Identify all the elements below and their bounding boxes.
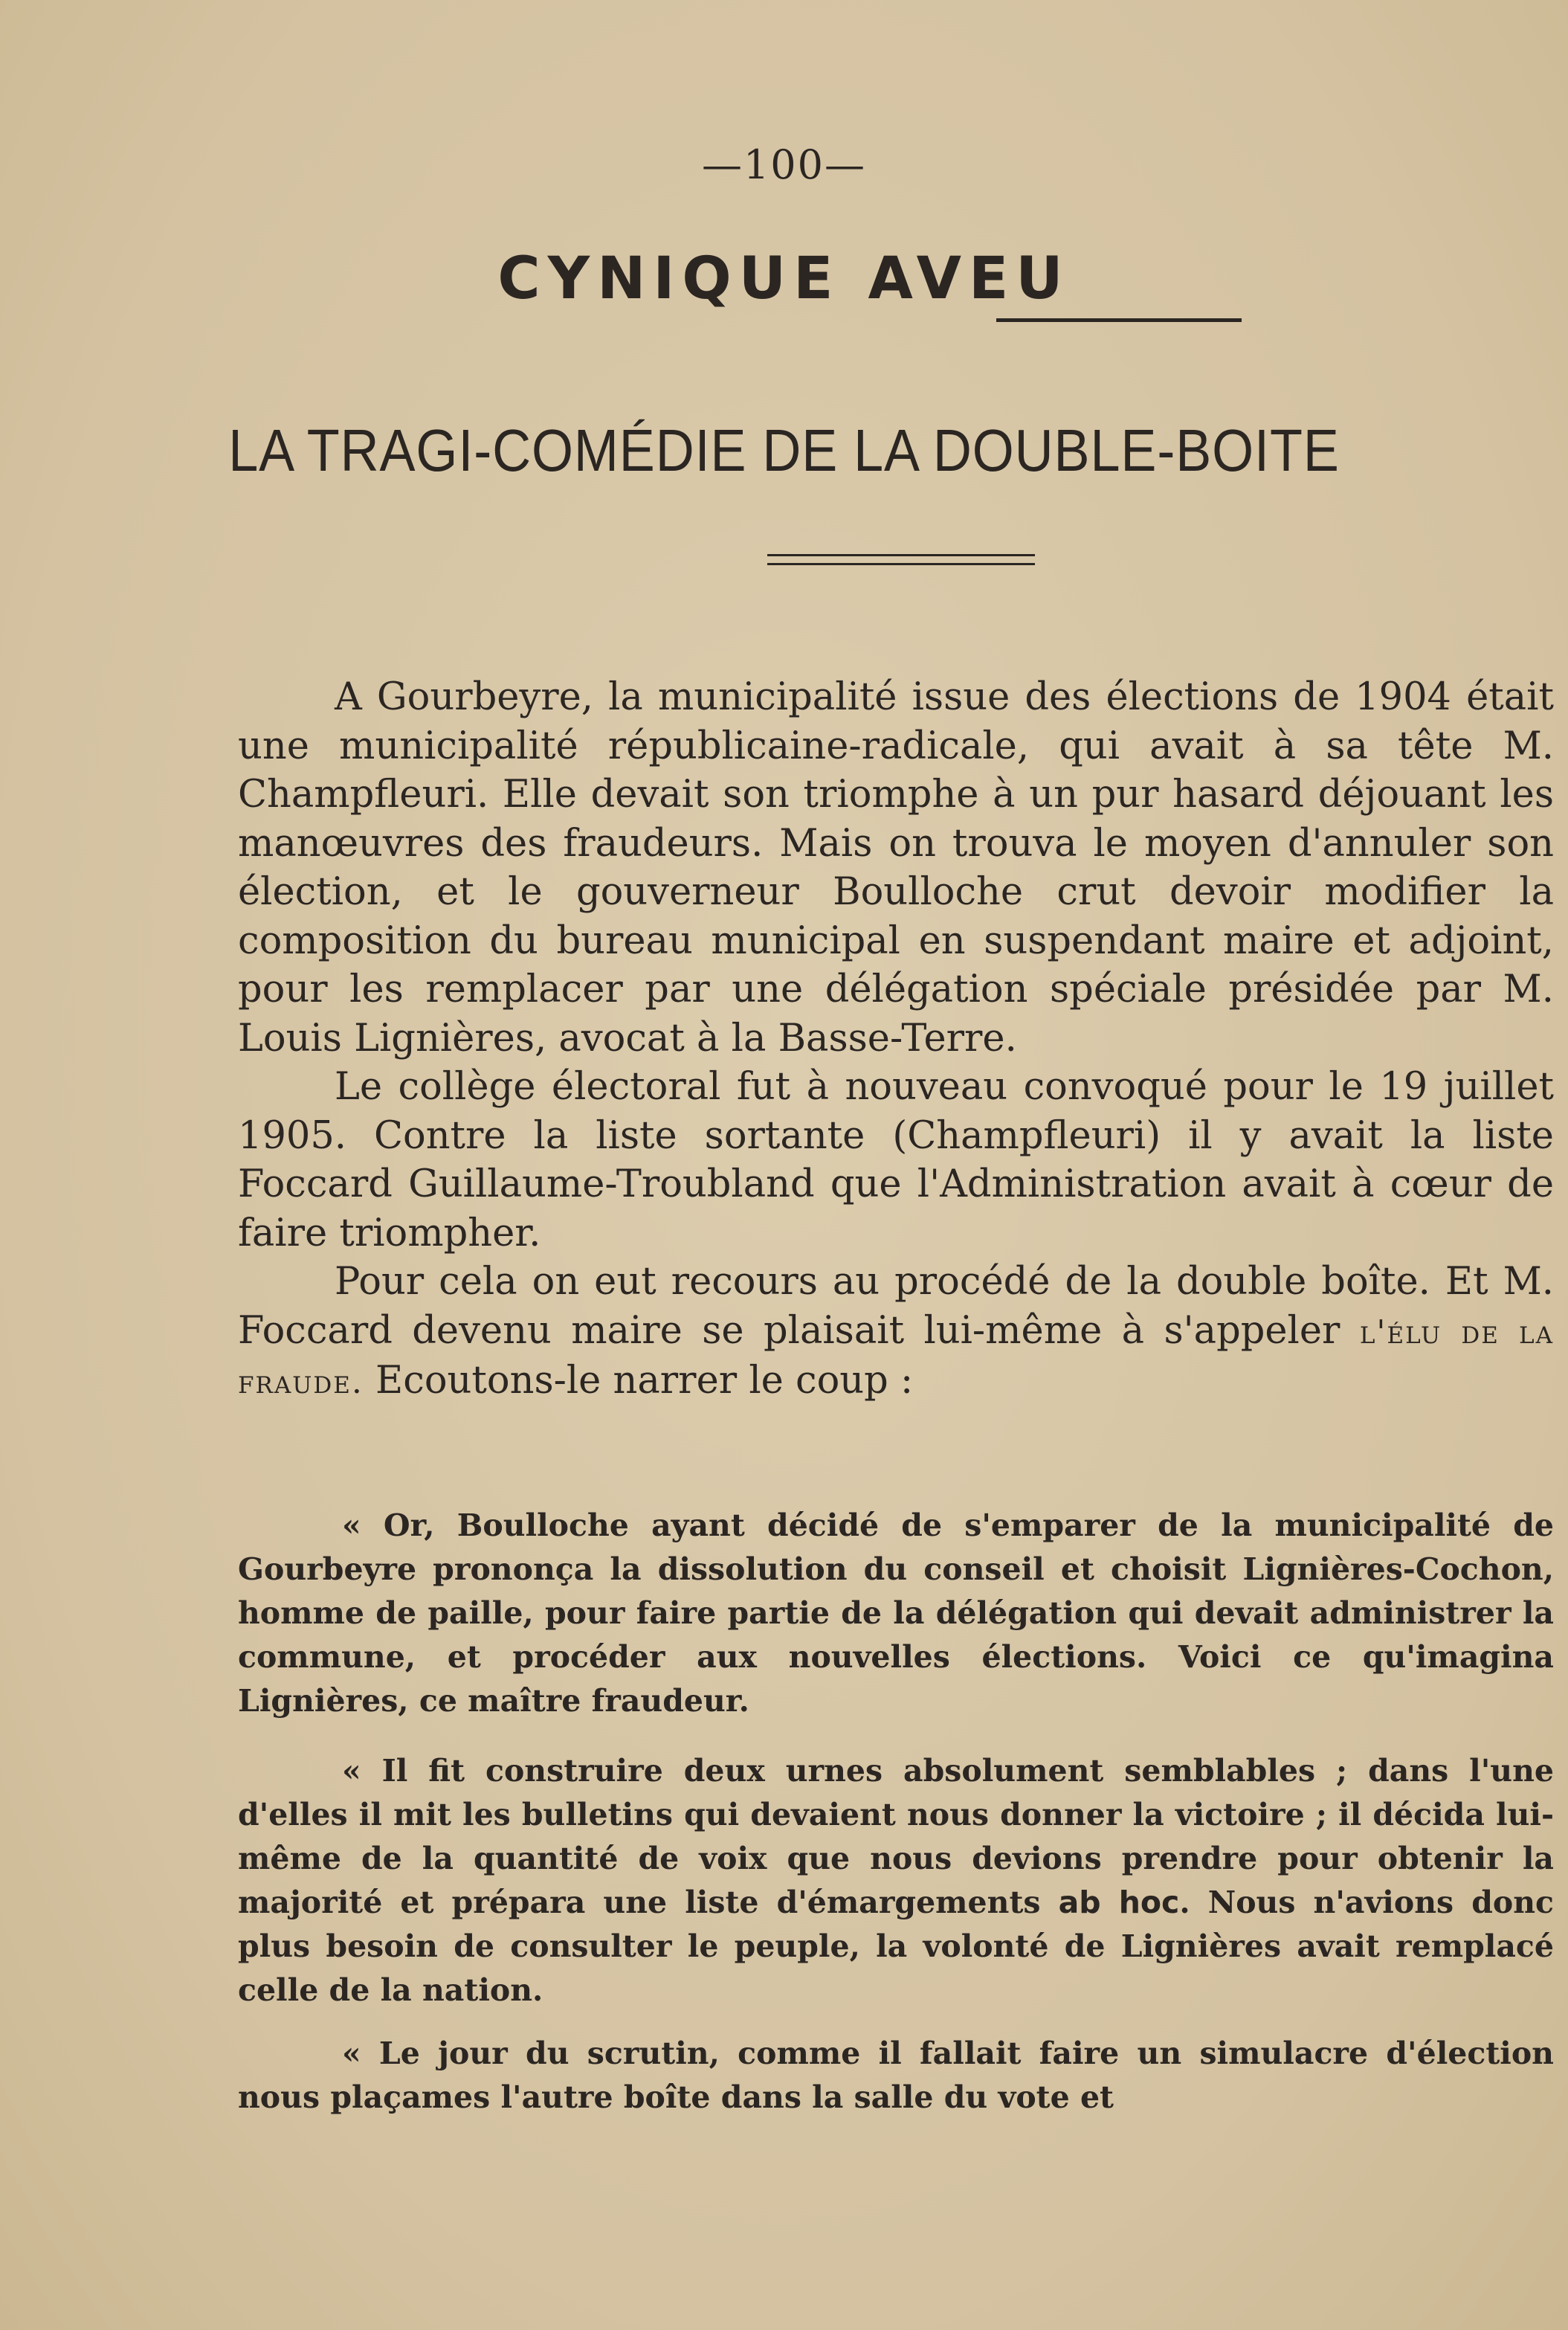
- paragraph-1: A Gourbeyre, la municipalité issue des élections de 1904 était une municipalité républicaine-radicale, qui avait à sa tête M. Champfleuri. Elle devait son triomphe à un pur hasard déjouant les manœuvres des fraudeurs. Mais on trouva le moyen d'annuler son élection, et le gouverneur Boulloche crut devoir modifier la composition du bureau municipal en suspendant maire et adjoint, pour les remplacer par une délégation spéciale présidée par M. Louis Lignières, avocat à la Basse-Terre.: [238, 675, 1554, 1061]
- quote-paragraph-1: [238, 1504, 1554, 1723]
- latin-phrase: ab hoc: [1058, 1885, 1180, 1920]
- quote-2-text: [238, 1749, 1554, 2012]
- chapter-subtitle: LA TRAGI-COMÉDIE DE LA DOUBLE-BOITE: [228, 417, 1340, 483]
- paragraph-2: Le collège électoral fut à nouveau convoqué pour le 19 juillet 1905. Contre la liste sortante (Champfleuri) il y avait la liste Foccard Guillaume-Troubland que l'Administration avait à cœur de faire triompher.: [238, 1065, 1554, 1255]
- page-number: —100—: [701, 141, 867, 188]
- chapter-title: CYNIQUE AVEU: [497, 245, 1071, 312]
- quote-3-text: « Le jour du scrutin, comme il fallait faire un simulacre d'élection nous plaçames l'autre boîte dans la salle du vote et: [238, 2035, 1554, 2115]
- quote-2-start: « Il fit construire deux urnes absolument semblables ; dans l'une d'elles il mit les bulletins qui devaient nous donner la victoire ; il décida lui-même de la quantité de voix que nous devions prendre pour obtenir la majorité et prépara une liste d'émargements: [238, 1753, 1554, 1920]
- body-text: [238, 673, 1554, 1407]
- separator-rule-top: [767, 554, 1035, 556]
- title-underline: [996, 318, 1242, 322]
- paragraph-3: [238, 1258, 1554, 1407]
- paragraph-3-text: Pour cela on eut recours au procédé de la double boîte. Et M. Foccard devenu maire se plaisait lui-même à s'appeler: [238, 1260, 1554, 1353]
- small-caps-phrase: l'élu de la fraude.: [238, 1313, 1554, 1401]
- quote-paragraph-3: [238, 2032, 1554, 2120]
- separator-rule-bottom: [767, 563, 1035, 565]
- quote-paragraph-2: [238, 1749, 1554, 2012]
- quote-2-end: . Nous n'avions donc plus besoin de consulter le peuple, la volonté de Lignières avait remplacé celle de la nation.: [238, 1885, 1554, 2008]
- quote-1-text: « Or, Boulloche ayant décidé de s'emparer de la municipalité de Gourbeyre prononça la dissolution du conseil et choisit Lignières-Cochon, homme de paille, pour faire partie de la délégation qui devait administrer la commune, et procéder aux nouvelles élections. Voici ce qu'imagina Lignières, ce maître fraudeur.: [238, 1507, 1554, 1719]
- paragraph-3-end: Ecoutons-le narrer le coup :: [363, 1359, 914, 1403]
